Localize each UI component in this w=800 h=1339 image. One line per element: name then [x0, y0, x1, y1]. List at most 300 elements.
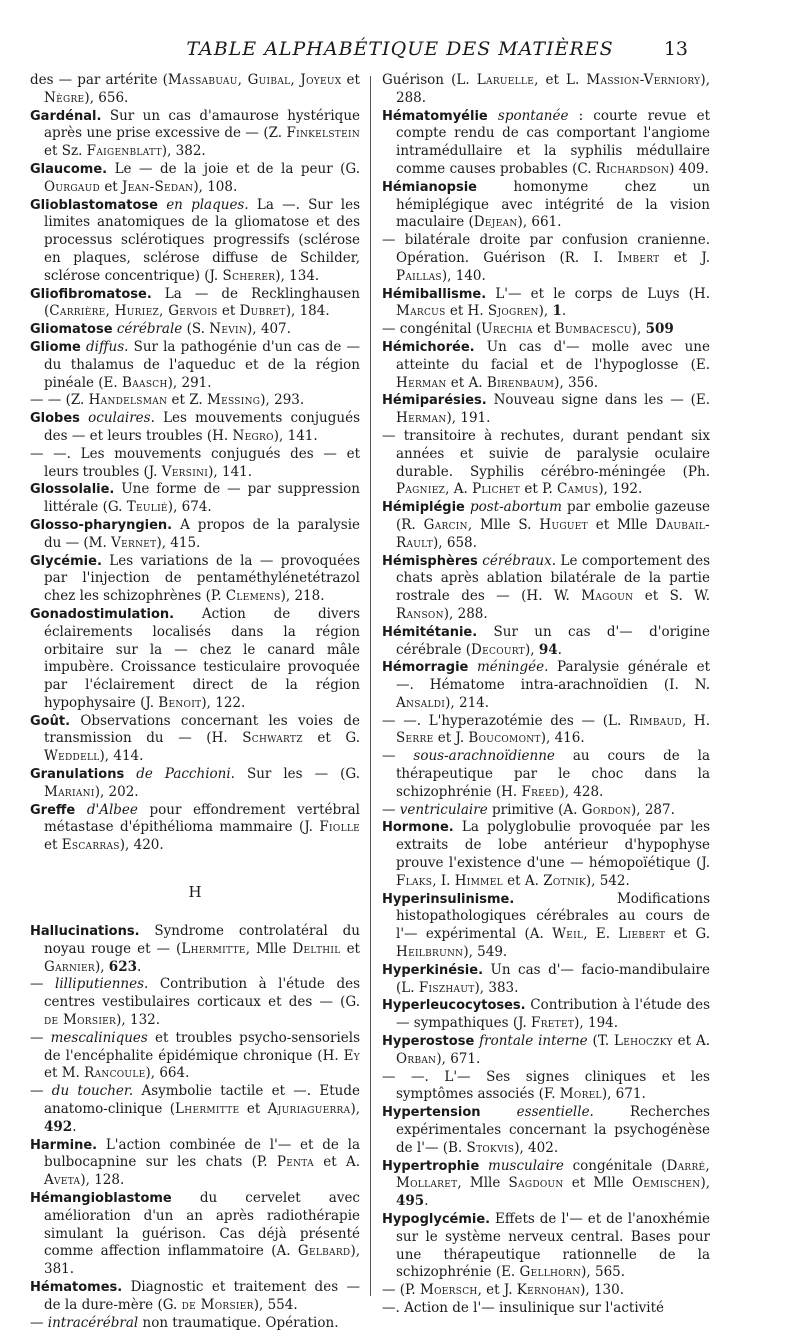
entry-text: ), 565.: [581, 1264, 626, 1281]
index-entry: [382, 1104, 710, 1157]
entry-text: La — de Recklinghausen (: [44, 285, 360, 320]
entry-text: ), 128.: [80, 1172, 125, 1189]
index-entry: [30, 517, 360, 553]
entry-text: Les mouvements conjugués des — et leurs troubles (H.: [44, 410, 360, 444]
entry-text: A propos de la paralysie du — (M.: [44, 516, 360, 551]
entry-text: Une forme de — par suppression littérale (G.: [44, 481, 360, 516]
entry-author: Plichet: [472, 481, 521, 498]
entry-text: des — par artérite (: [30, 72, 168, 88]
entry-text: et: [532, 321, 555, 338]
column-divider: [370, 76, 371, 1296]
entry-author: Himmel: [454, 872, 503, 889]
entry-text: ), 288.: [396, 72, 710, 106]
entry-text: Diagnostic et traitement des — de la dure-mère (G.: [44, 1279, 360, 1313]
entry-text: — —. L'— Ses signes cliniques et les symptômes associés (F.: [382, 1068, 710, 1103]
entry-headword: Hypertrophie: [382, 1158, 480, 1174]
entry-text: homonyme chez un hémiplégique avec intégrité de la vision maculaire (: [396, 178, 710, 231]
entry-text: et A.: [446, 374, 487, 391]
entry-text: [75, 802, 87, 818]
entry-text: mescaliniques: [50, 1029, 148, 1046]
entry-text: ventriculaire: [399, 801, 488, 818]
index-entry: [382, 659, 710, 712]
entry-author: Garcin: [423, 516, 468, 533]
index-entry: [30, 339, 360, 392]
entry-text: Action de divers éclairements localisés dans la région orbitaire sur la — chez le canard mâle impubère. Croissance testiculaire provoquée par l'éclairement direct de la région hypophysaire (J.: [44, 605, 360, 711]
entry-text: ), 661.: [517, 214, 562, 231]
index-entry: [30, 1279, 360, 1315]
entry-headword: Hématomyélie: [382, 108, 488, 124]
entry-text: et M.: [44, 1065, 85, 1082]
entry-author: Baasch: [122, 374, 168, 391]
entry-headword: Hypoglycémie.: [382, 1212, 491, 1227]
index-entry: [382, 1282, 710, 1300]
entry-headword: Hyperinsulinisme.: [382, 891, 515, 907]
entry-text: ), 383.: [474, 979, 519, 996]
entry-text: lilliputiennes.: [55, 976, 149, 993]
h-entries-right: [382, 72, 710, 1318]
entry-text: Modifications histopathologiques cérébrales au cours de l'— expérimental (A.: [396, 890, 710, 943]
entry-text: , A.: [445, 481, 473, 498]
entry-text: [80, 410, 88, 426]
index-entry: [382, 1158, 710, 1211]
entry-text: ), 542.: [585, 872, 630, 889]
entry-author: Gelbard: [297, 1243, 351, 1260]
entry-text: [479, 1158, 488, 1174]
entry-text: et troubles psycho-sensoriels de l'encéphalite épidémique chronique (H.: [44, 1029, 361, 1064]
index-entry: [382, 179, 710, 232]
entry-text: ), 420.: [119, 837, 164, 854]
index-entry: [30, 1137, 360, 1190]
index-entry: [382, 428, 710, 499]
entry-headword: Hémichorée.: [382, 339, 475, 355]
entry-author: Massabuau, Guibal, Joyeux: [167, 72, 342, 88]
entry-author: Gellhorn: [519, 1264, 582, 1281]
entry-text: ), 414.: [99, 748, 144, 765]
entry-headword: Hématomes.: [30, 1280, 123, 1295]
entry-author: Herman: [396, 410, 447, 427]
entry-text: .: [557, 641, 562, 658]
entry-text: ),: [350, 1101, 360, 1118]
index-entry: [382, 1300, 710, 1318]
entry-headword: Gonadostimulation.: [30, 606, 175, 622]
entry-headword: Goût.: [30, 713, 71, 729]
entry-text: ), 382.: [161, 143, 206, 160]
entry-headword: Gliomatose: [30, 322, 113, 338]
entry-text: (S.: [182, 321, 210, 338]
entry-text: ), 130.: [580, 1282, 625, 1299]
entry-author: Huguet: [539, 516, 588, 533]
index-entry: [30, 1190, 360, 1279]
entry-text: Guérison (L.: [382, 72, 477, 88]
entry-author: Faigenblatt: [86, 143, 162, 160]
entry-text: ), 122.: [201, 694, 246, 711]
entry-author: Ourgaud: [44, 178, 101, 195]
entry-author: Fiszhaut: [418, 979, 475, 996]
index-entry: [382, 748, 710, 801]
index-entry: [30, 446, 360, 482]
entry-text: , H.: [681, 712, 710, 729]
entry-text: ),: [94, 958, 109, 975]
entry-author: Carrière, Huriez, Gervois: [49, 303, 218, 320]
entry-text: essentielle.: [516, 1104, 594, 1121]
entry-text: par embolie gazeuse (R.: [396, 499, 711, 533]
entry-text: ), 658.: [433, 534, 477, 551]
index-entry: [382, 891, 710, 962]
entry-author: Schwartz: [242, 730, 303, 747]
entry-headword: Hémiparésies.: [382, 393, 487, 409]
entry-text: ) 409.: [669, 160, 709, 177]
entry-text: Sur un cas d'amaurose hystérique après une prise excessive de — (Z.: [44, 107, 360, 142]
entry-text: et A.: [502, 872, 544, 889]
entry-text: — transitoire à rechutes, durant pendant six années et suivie de paralysie oculaire durable. Syphilis cérébro-méningée (Ph.: [382, 427, 710, 480]
entry-author: Camus: [557, 481, 599, 498]
entry-text: ), 402.: [514, 1139, 559, 1156]
entry-headword: Hyperostose: [382, 1034, 475, 1050]
entry-text: spontanée: [497, 107, 569, 124]
entry-text: méningée.: [476, 659, 549, 676]
entry-author: Finkelstein: [286, 125, 360, 142]
entry-headword: Gliofibromatose.: [30, 286, 152, 302]
entry-headword: Hallucinations.: [30, 924, 140, 940]
entry-author: Versini: [161, 463, 209, 480]
entry-text: —: [30, 1029, 51, 1046]
entry-text: et Mlle: [587, 516, 656, 533]
entry-author: Morel: [559, 1086, 602, 1103]
index-entry: [30, 606, 360, 713]
index-entry: [382, 962, 710, 998]
entry-text: , Mlle: [245, 940, 293, 957]
entry-headword: Hémisphères: [382, 553, 478, 569]
entry-text: ), 674.: [167, 499, 212, 516]
entry-text: musculaire: [488, 1157, 564, 1174]
entry-text: 94: [538, 641, 558, 658]
entry-author: Birenbaum: [486, 374, 555, 391]
entry-text: et Mlle: [563, 1175, 632, 1192]
entry-text: ), 381.: [44, 1243, 360, 1278]
entry-text: Paralysie générale et —. Hématome intra-arachnoïdien (I. N.: [396, 659, 710, 694]
entry-text: diffus.: [86, 338, 129, 355]
index-entry: [30, 713, 360, 766]
entry-author: Jean-Sedan: [122, 178, 194, 195]
entry-author: Pagniez: [396, 481, 446, 498]
entry-text: et: [44, 837, 62, 854]
entry-text: .: [136, 958, 142, 975]
entry-text: —: [30, 976, 56, 993]
entry-author: Teulié: [126, 499, 168, 516]
entry-author: Stokvis: [466, 1139, 515, 1156]
entry-text: , Mlle S.: [467, 516, 540, 533]
index-entry: [30, 1315, 360, 1333]
entry-author: Lhermitte: [175, 1101, 240, 1118]
entry-author: Nevin: [209, 321, 248, 338]
entry-author: Ajuriaguerra: [267, 1101, 351, 1118]
entry-text: — bilatérale droite par confusion cranienne. Opération. Guérison (R. I.: [382, 232, 710, 266]
entry-text: du toucher.: [51, 1083, 134, 1100]
entry-author: Nègre: [44, 89, 85, 106]
entry-author: Boucomont: [468, 730, 541, 747]
entry-text: oculaires.: [88, 410, 155, 427]
entry-text: intracérébral: [47, 1314, 139, 1331]
entry-text: Un cas d'— molle avec une atteinte du facial et de l'hypoglosse (E.: [396, 338, 710, 373]
entry-text: , et L.: [534, 72, 587, 88]
entry-headword: Hyperleucocytoses.: [382, 998, 526, 1014]
entry-text: et: [239, 1101, 268, 1118]
entry-text: ),: [524, 641, 539, 658]
entry-text: [468, 659, 477, 675]
section-letter-h: H: [188, 883, 202, 902]
entry-text: L'— et le corps de Luys (H.: [486, 285, 710, 302]
entry-text: ), 407.: [247, 321, 291, 338]
entry-text: (T.: [587, 1033, 615, 1050]
entry-text: Sur un cas d'— d'origine cérébrale (: [396, 623, 710, 658]
entry-text: et H.: [445, 303, 488, 320]
entry-author: Vernet: [111, 534, 157, 551]
entry-author: Rancoule: [84, 1065, 146, 1082]
entry-text: ), 192.: [598, 481, 643, 498]
entry-text: 492: [44, 1118, 73, 1135]
entry-text: —: [30, 1314, 48, 1331]
entry-text: , Mlle: [457, 1175, 509, 1192]
entry-author: Magoun: [581, 588, 634, 605]
running-header: [0, 38, 800, 64]
index-entry: [30, 976, 360, 1029]
index-entry: [30, 286, 360, 322]
entry-text: ), 656.: [84, 89, 129, 106]
entry-author: Delthil: [292, 940, 341, 957]
entry-headword: Hémorragie: [382, 660, 469, 676]
entry-text: de Pacchioni.: [136, 766, 235, 783]
entry-headword: Hémangioblastome: [30, 1191, 172, 1207]
index-entry: [30, 481, 360, 517]
entry-text: — — (Z.: [30, 392, 89, 409]
entry-text: et A.: [672, 1033, 710, 1050]
entry-headword: Hémitétanie.: [382, 624, 478, 640]
entry-text: ), 671.: [601, 1086, 646, 1103]
entry-author: Escarras: [61, 837, 120, 854]
entry-text: .: [72, 1118, 77, 1135]
entry-text: Observations concernant les voies de transmission du — (H.: [44, 712, 360, 747]
entry-text: et P.: [520, 481, 558, 498]
entry-text: cérébraux.: [482, 552, 557, 569]
entry-text: , E.: [583, 926, 619, 943]
left-column: [30, 72, 360, 1332]
entry-author: Freed: [521, 783, 560, 800]
entry-text: ), 554.: [253, 1296, 298, 1313]
index-entry: [382, 286, 710, 322]
entry-text: du cervelet avec amélioration d'un an après radiothérapie simulant la guérison. Cas déjà présenté comme affection inflammatoire (A.: [44, 1190, 360, 1260]
entry-author: Sagdoun: [508, 1175, 564, 1192]
entry-text: ),: [538, 303, 553, 320]
index-entry: [382, 1211, 710, 1282]
index-entry: [30, 108, 360, 161]
entry-text: 1: [552, 303, 562, 320]
entry-author: Urechia: [481, 321, 533, 338]
entry-author: Kernohan: [516, 1282, 581, 1299]
entry-text: ),: [631, 321, 646, 338]
entry-text: Effets de l'— et de l'anoxhémie sur le système nerveux central. Bases pour une thérapeutique rationnelle de la schizophrénie (E.: [396, 1211, 710, 1281]
index-entry: [382, 553, 710, 624]
entry-text: — —. L'hyperazotémie des — (L.: [382, 712, 629, 729]
entry-text: , et J.: [477, 1282, 517, 1299]
entry-author: Lehoczky: [614, 1033, 673, 1050]
entry-headword: Gardénal.: [30, 108, 102, 124]
entry-text: et G.: [665, 926, 710, 943]
entry-text: pour effondrement vertébral métastase d'épithélioma mammaire (J.: [44, 801, 360, 836]
entry-text: [158, 197, 166, 213]
entry-text: Contribution à l'étude des centres vestibulaires corticaux et des — (G.: [44, 976, 360, 1011]
entry-text: ), 140.: [441, 267, 486, 284]
entry-author: Marcus: [396, 303, 446, 320]
entry-text: 509: [645, 321, 674, 338]
index-entry: [30, 197, 360, 286]
entry-headword: Glioblastomatose: [30, 197, 158, 213]
entry-headword: Glosso-pharyngien.: [30, 517, 173, 533]
entry-headword: Hémianopsie: [382, 179, 477, 195]
entry-headword: Greffe: [30, 802, 76, 818]
index-entry: [30, 72, 360, 108]
entry-text: La polyglobulie provoquée par les extraits de lobe antérieur d'hypophyse prouve l'existence d'une — hémopoïétique (J.: [396, 819, 710, 872]
entry-author: Moersch: [420, 1282, 478, 1299]
entry-text: en plaques.: [166, 196, 249, 213]
right-column: [382, 72, 710, 1318]
entry-text: Un cas d'— facio-mandibulaire (L.: [396, 961, 710, 996]
entry-text: ), 141.: [273, 427, 318, 444]
index-entry: [382, 997, 710, 1033]
entry-text: L'action combinée de l'— et de la bulbocapnine sur les chats (P.: [44, 1136, 360, 1171]
entry-author: Penta: [276, 1154, 314, 1171]
entry-author: Decourt: [471, 641, 525, 658]
entry-text: Nouveau signe dans les — (E.: [486, 392, 710, 409]
entry-author: Aveta: [44, 1172, 81, 1189]
entry-headword: Hormone.: [382, 820, 454, 836]
entry-text: d'Albee: [86, 801, 138, 818]
entry-text: La —. Sur les limites anatomiques de la gliomatose et des processus sclérotiques progressifs (sclérose en plaques, sclérose diffuse de Schilder, sclérose concentrique) (J.: [44, 196, 360, 284]
index-entry: [30, 321, 360, 339]
entry-text: — (P.: [382, 1282, 420, 1299]
entry-headword: Hypertension: [382, 1105, 481, 1121]
entry-text: ), 291.: [167, 374, 212, 391]
entry-text: Syndrome controlatéral du noyau rouge et — (: [44, 923, 360, 957]
entry-author: Scherer: [222, 267, 276, 284]
entry-author: Heilbrunn: [396, 944, 464, 961]
entry-author: Orban: [396, 1050, 437, 1067]
entry-text: ), 191.: [446, 410, 491, 427]
entry-text: et: [340, 940, 360, 957]
entry-author: Ansaldi: [396, 694, 446, 711]
entry-text: primitive (A.: [487, 801, 582, 818]
entry-text: —: [382, 748, 414, 765]
entry-author: Negro: [232, 427, 274, 444]
entry-text: 623: [108, 958, 137, 975]
entry-author: Massion-Verniory: [586, 72, 701, 88]
entry-text: ), 549.: [463, 944, 508, 961]
entry-text: , I.: [432, 872, 455, 889]
entry-headword: Glaucome.: [30, 161, 108, 177]
index-entry: [30, 410, 360, 446]
entry-author: Liebert: [618, 926, 666, 943]
entry-author: Serre: [396, 730, 434, 747]
entry-author: Herman: [396, 374, 447, 391]
index-entry: [382, 321, 710, 339]
index-entry: [382, 713, 710, 749]
entry-headword: Harmine.: [30, 1137, 98, 1153]
page-title: TABLE ALPHABÉTIQUE DES MATIÈRES: [186, 38, 614, 60]
entry-text: Contribution à l'étude des — sympathiques (J.: [396, 997, 710, 1032]
entry-text: ), 194.: [574, 1015, 619, 1032]
index-entry: [30, 802, 360, 855]
entry-headword: Glycémie.: [30, 553, 102, 569]
page-number: 13: [663, 38, 688, 60]
entry-text: ), 141.: [208, 463, 253, 480]
entry-text: et S. W.: [633, 588, 710, 605]
index-entry: [382, 72, 710, 108]
entry-author: Messing: [206, 392, 261, 409]
entry-text: .: [424, 1193, 429, 1210]
entry-author: Dejean: [473, 214, 518, 231]
entry-author: Garnier: [44, 958, 95, 975]
entry-text: ), 415.: [156, 534, 201, 551]
entry-text: Sur la pathogénie d'un cas de — du thalamus de l'aqueduc et de la région pinéale (E.: [44, 338, 360, 391]
index-entry: [382, 339, 710, 392]
index-entry: [382, 108, 710, 179]
entry-author: Mariani: [44, 783, 95, 800]
entry-author: Flaks: [396, 872, 433, 889]
entry-text: — congénital (: [382, 321, 482, 338]
index-entry: [30, 161, 360, 197]
g-entries: [30, 72, 360, 855]
entry-text: [124, 766, 136, 782]
entry-author: Rimbaud: [628, 712, 682, 729]
index-entry: [382, 232, 710, 285]
entry-author: Oemischen: [631, 1175, 701, 1192]
index-entry: [30, 923, 360, 976]
entry-author: de Morsier: [44, 1012, 117, 1029]
h-entries-left: [30, 923, 360, 1332]
entry-author: Sjogren: [487, 303, 539, 320]
entry-text: et J.: [433, 730, 469, 747]
entry-text: —: [30, 1083, 52, 1100]
entry-text: congénitale (: [563, 1157, 667, 1174]
entry-author: Richardson: [595, 160, 670, 177]
entry-text: post-abortum: [470, 499, 562, 516]
entry-author: Weil: [552, 926, 584, 943]
entry-text: ), 134.: [275, 267, 320, 284]
index-entry: [382, 499, 710, 552]
entry-author: Laruelle: [476, 72, 535, 88]
entry-headword: Granulations: [30, 767, 125, 783]
entry-text: ), 202.: [94, 783, 139, 800]
entry-text: Recherches expérimentales concernant la psychogénèse de l'— (B.: [396, 1104, 710, 1156]
entry-headword: Globes: [30, 411, 80, 427]
entry-headword: Hyperkinésie.: [382, 962, 484, 978]
entry-text: [481, 1104, 517, 1120]
entry-author: Paillas: [396, 267, 442, 284]
entry-text: au cours de la thérapeutique par le choc dans la schizophrénie (H.: [396, 748, 711, 800]
entry-headword: Glossolalie.: [30, 482, 115, 498]
entry-text: .: [561, 303, 567, 320]
entry-text: ), 416.: [540, 730, 585, 747]
entry-author: Handelsman: [88, 392, 168, 409]
entry-author: Zotnik: [543, 872, 586, 889]
entry-text: —. Action de l'— insulinique sur l'activité: [382, 1299, 664, 1316]
index-entry: [30, 1030, 360, 1083]
entry-text: — —. Les mouvements conjugués des — et leurs troubles (J.: [30, 445, 360, 480]
index-entry: [382, 392, 710, 428]
entry-headword: Hémiplégie: [382, 500, 465, 516]
entry-text: ), 428.: [559, 783, 604, 800]
entry-text: et: [217, 303, 240, 320]
entry-text: [488, 108, 498, 124]
